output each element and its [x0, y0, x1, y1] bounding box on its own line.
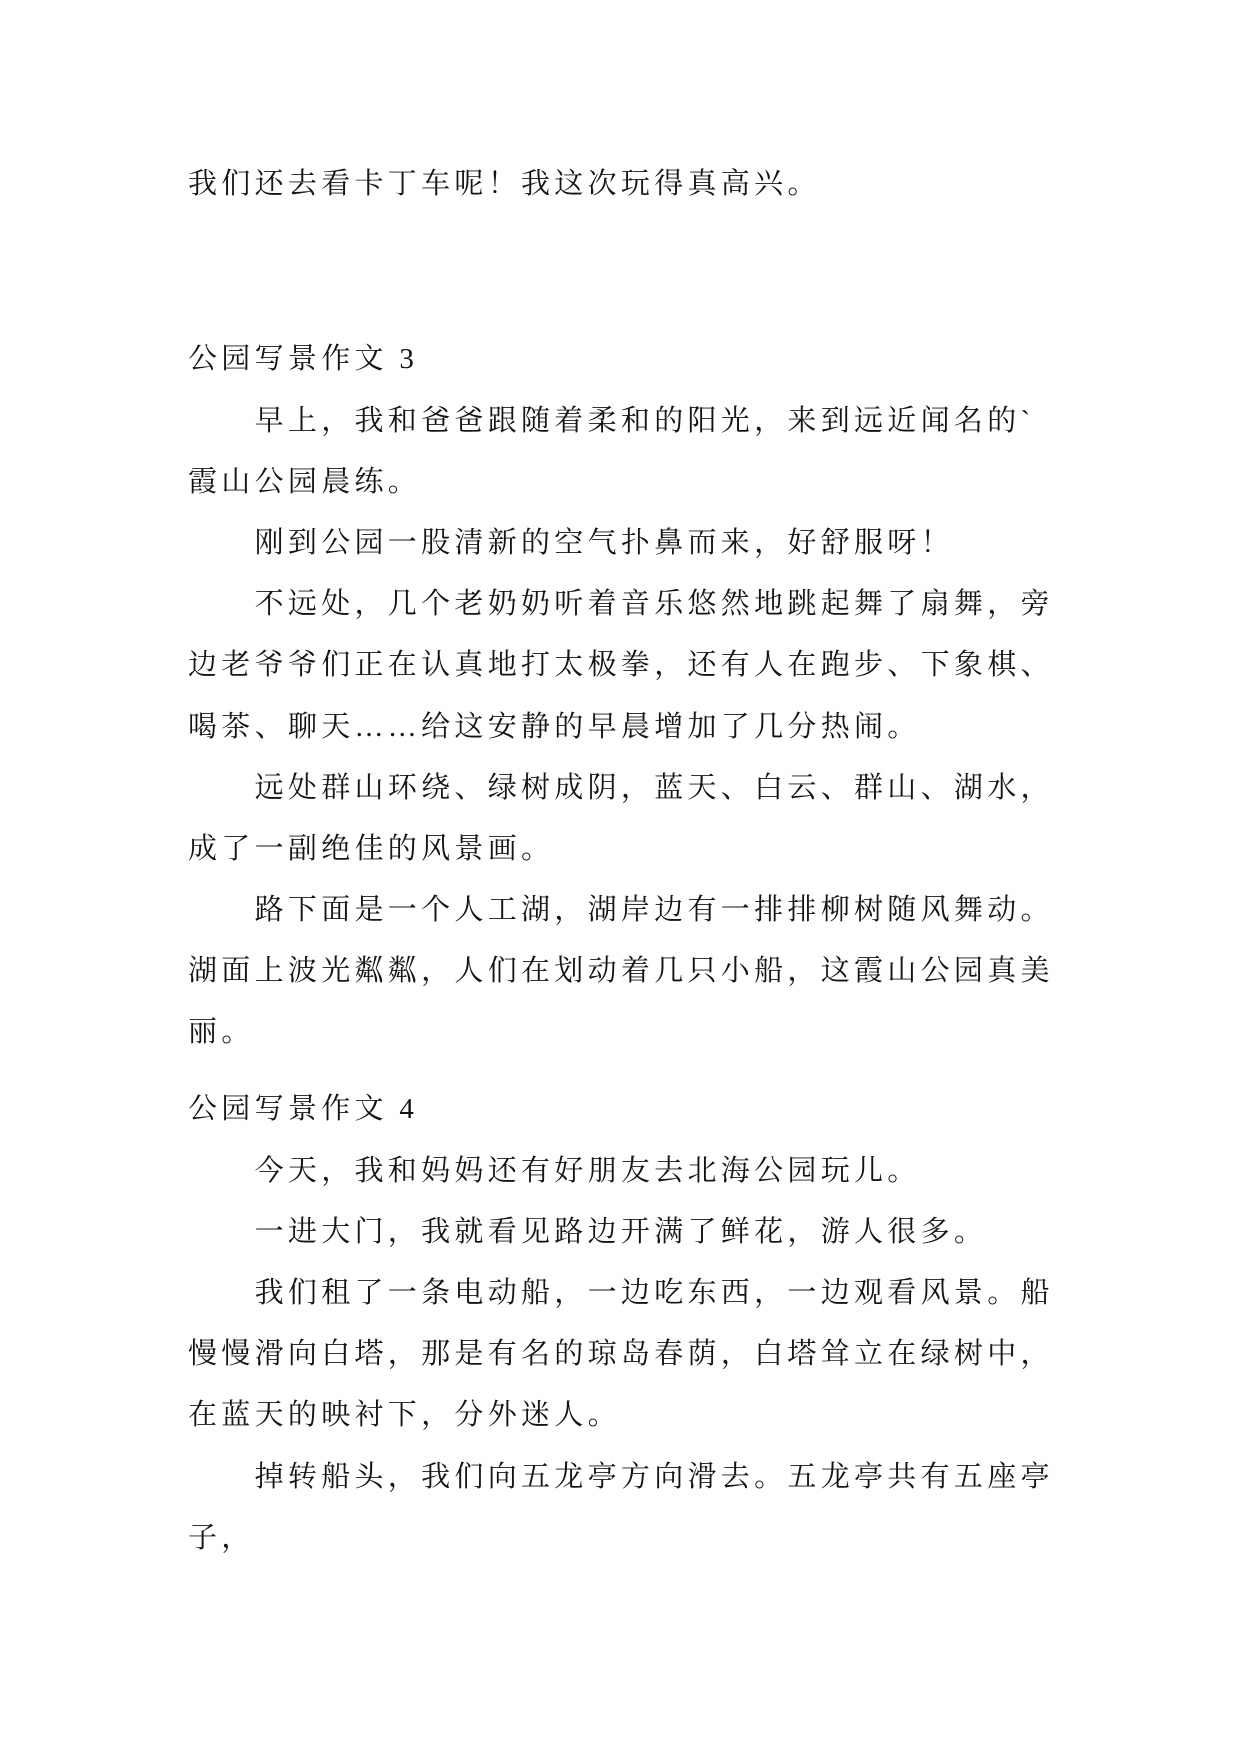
section-heading: 公园写景作文 3 [188, 343, 419, 376]
paragraph [188, 880, 1088, 1064]
paragraph [188, 1263, 1088, 1447]
paragraph-line: 我们还去看卡丁车呢！我这次玩得真高兴。 [188, 168, 821, 201]
paragraph [188, 513, 1088, 574]
essay-section-4 [188, 1079, 1088, 1569]
paragraph-line: 一进大门，我就看见路边开满了鲜花，游人很多。 [254, 1215, 988, 1248]
paragraph [188, 391, 1088, 513]
paragraph-line: 我们租了一条电动船，一边吃东西，一边观看风景。船 [254, 1276, 1054, 1309]
paragraph-line: 子， [188, 1521, 255, 1554]
paragraph-line: 路下面是一个人工湖，湖岸边有一排排柳树随风舞动。 [254, 894, 1054, 927]
paragraph-line: 掉转船头，我们向五龙亭方向滑去。五龙亭共有五座亭 [254, 1460, 1054, 1493]
paragraph [188, 758, 1088, 880]
paragraph-line: 边老爷爷们正在认真地打太极拳，还有人在跑步、下象棋、 [188, 649, 1054, 682]
paragraph-line: 今天，我和妈妈还有好朋友去北海公园玩儿。 [254, 1154, 921, 1187]
paragraph [188, 574, 1088, 758]
paragraph-line: 成了一副绝佳的风景画。 [188, 832, 555, 865]
paragraph-line: 远处群山环绕、绿树成阴，蓝天、白云、群山、湖水， [254, 771, 1054, 804]
paragraph-line: 早上，我和爸爸跟随着柔和的阳光，来到远近闻名的` [254, 404, 1035, 437]
paragraph-line: 喝茶、聊天……给这安静的早晨增加了几分热闹。 [188, 710, 921, 743]
paragraph-line: 不远处，几个老奶奶听着音乐悠然地跳起舞了扇舞，旁 [254, 588, 1054, 621]
carryover-paragraph [188, 154, 1088, 215]
paragraph-line: 霞山公园晨练。 [188, 465, 422, 498]
section-heading: 公园写景作文 4 [188, 1093, 419, 1126]
paragraph-line: 刚到公园一股清新的空气扑鼻而来，好舒服呀！ [254, 526, 954, 559]
paragraph [188, 1447, 1088, 1569]
paragraph-line: 湖面上波光粼粼，人们在划动着几只小船，这霞山公园真美 [188, 955, 1054, 988]
essay-section-3 [188, 329, 1088, 1063]
paragraph [188, 1141, 1088, 1202]
paragraph-line: 在蓝天的映衬下，分外迷人。 [188, 1399, 621, 1432]
paragraph-line: 慢慢滑向白塔，那是有名的琼岛春荫，白塔耸立在绿树中， [188, 1338, 1054, 1371]
paragraph-line: 丽。 [188, 1016, 255, 1049]
paragraph [188, 1202, 1088, 1263]
